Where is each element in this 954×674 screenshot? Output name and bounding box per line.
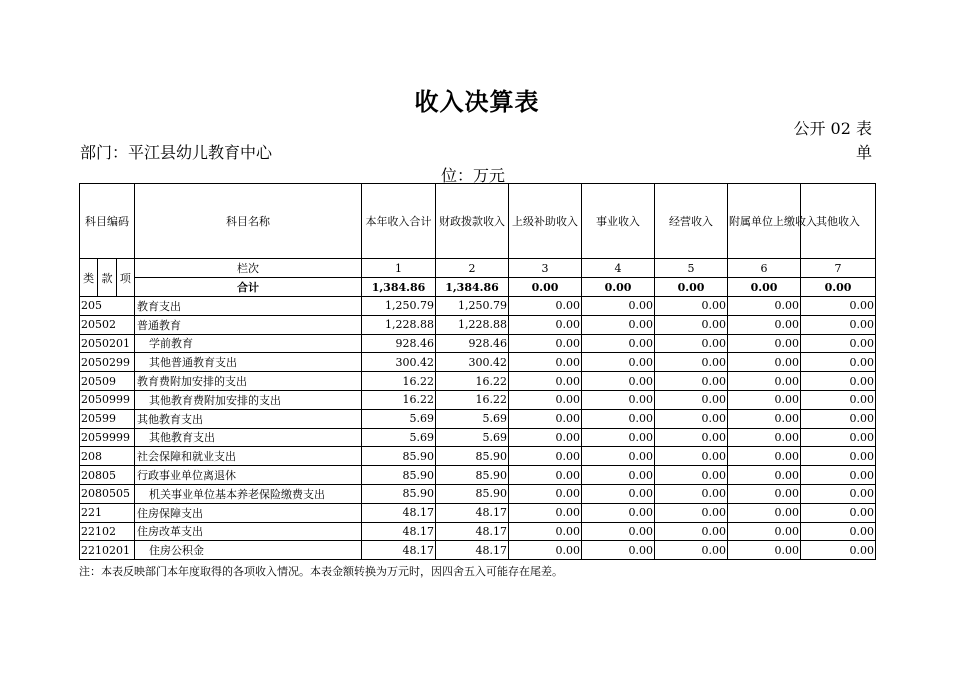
row-v1-cell: 48.17 [362,522,436,541]
row-code-cell: 2050299 [80,353,135,372]
row-v4-cell: 0.00 [582,428,655,447]
row-v5-cell: 0.00 [655,447,728,466]
header-c4: 事业收入 [582,184,655,259]
row-v1-cell: 5.69 [362,409,436,428]
row-v7-cell: 0.00 [801,372,876,391]
row-name-cell: 其他教育支出 [135,428,362,447]
header-row [80,184,876,259]
row-v7-cell: 0.00 [801,447,876,466]
row-v7-cell: 0.00 [801,522,876,541]
row-v6-cell: 0.00 [728,353,801,372]
department-label: 部门：平江县幼儿教育中心 [80,143,273,162]
row-v5-cell: 0.00 [655,503,728,522]
header-c1: 本年收入合计 [362,184,436,259]
row-v2-cell: 1,228.88 [436,315,509,334]
row-v1-cell: 85.90 [362,484,436,503]
row-v1-cell: 48.17 [362,541,436,560]
header-c5: 经营收入 [655,184,728,259]
header-c3: 上级补助收入 [509,184,582,259]
row-v5-cell: 0.00 [655,409,728,428]
row-v7-cell: 0.00 [801,297,876,316]
row-v6-cell: 0.00 [728,447,801,466]
row-v2-cell: 928.46 [436,334,509,353]
row-code-cell: 2059999 [80,428,135,447]
footnote: 注：本表反映部门本年度取得的各项收入情况。本表金额转换为万元时，因四舍五入可能存在尾差。 [79,565,563,578]
row-v7-cell: 0.00 [801,353,876,372]
row-code-cell: 208 [80,447,135,466]
row-v3-cell: 0.00 [509,447,582,466]
row-v3-cell: 0.00 [509,541,582,560]
row-v5-cell: 0.00 [655,466,728,485]
table-row [80,503,876,522]
lanci-row [80,259,876,278]
row-code-cell: 22102 [80,522,135,541]
row-v3-cell: 0.00 [509,522,582,541]
row-code-cell: 2050999 [80,390,135,409]
row-v4-cell: 0.00 [582,522,655,541]
row-v5-cell: 0.00 [655,390,728,409]
lanci-n2: 2 [436,259,509,278]
total-v4: 0.00 [582,278,655,297]
row-v2-cell: 48.17 [436,503,509,522]
row-code-cell: 20502 [80,315,135,334]
row-v2-cell: 85.90 [436,447,509,466]
row-code-cell: 221 [80,503,135,522]
row-v4-cell: 0.00 [582,297,655,316]
row-v4-cell: 0.00 [582,466,655,485]
lanci-label: 栏次 [135,259,362,278]
row-name-cell: 住房保障支出 [135,503,362,522]
row-v2-cell: 85.90 [436,466,509,485]
row-v7-cell: 0.00 [801,409,876,428]
total-v1: 1,384.86 [362,278,436,297]
row-v5-cell: 0.00 [655,334,728,353]
row-v6-cell: 0.00 [728,390,801,409]
row-v7-cell: 0.00 [801,466,876,485]
row-v1-cell: 16.22 [362,372,436,391]
row-v3-cell: 0.00 [509,409,582,428]
row-v4-cell: 0.00 [582,541,655,560]
header-c6: 附属单位上缴收入 [728,184,801,259]
row-name-cell: 机关事业单位基本养老保险缴费支出 [135,484,362,503]
row-v5-cell: 0.00 [655,522,728,541]
row-v3-cell: 0.00 [509,372,582,391]
header-name: 科目名称 [135,184,362,259]
unit-label-part2: 位：万元 [441,166,506,185]
table-row [80,334,876,353]
lanci-n1: 1 [362,259,436,278]
header-c7: 其他收入 [801,184,876,259]
row-v5-cell: 0.00 [655,297,728,316]
row-v2-cell: 16.22 [436,372,509,391]
row-v3-cell: 0.00 [509,315,582,334]
row-v2-cell: 1,250.79 [436,297,509,316]
total-v5: 0.00 [655,278,728,297]
row-code-cell: 20805 [80,466,135,485]
row-v6-cell: 0.00 [728,466,801,485]
row-name-cell: 其他教育费附加安排的支出 [135,390,362,409]
row-v5-cell: 0.00 [655,428,728,447]
row-v1-cell: 85.90 [362,466,436,485]
row-v1-cell: 928.46 [362,334,436,353]
lanci-n4: 4 [582,259,655,278]
row-v5-cell: 0.00 [655,484,728,503]
row-v6-cell: 0.00 [728,541,801,560]
row-v6-cell: 0.00 [728,297,801,316]
row-v6-cell: 0.00 [728,372,801,391]
row-v6-cell: 0.00 [728,334,801,353]
row-v6-cell: 0.00 [728,503,801,522]
row-v6-cell: 0.00 [728,315,801,334]
lei-label: 类 [83,271,95,285]
table-row [80,409,876,428]
row-v4-cell: 0.00 [582,484,655,503]
table-row [80,315,876,334]
row-v7-cell: 0.00 [801,428,876,447]
row-v4-cell: 0.00 [582,503,655,522]
xiang-label: 项 [116,259,134,296]
row-name-cell: 教育费附加安排的支出 [135,372,362,391]
row-v1-cell: 1,228.88 [362,315,436,334]
row-v4-cell: 0.00 [582,447,655,466]
row-name-cell: 社会保障和就业支出 [135,447,362,466]
lei-kuan-xiang-cell [80,259,135,297]
total-label: 合计 [135,278,362,297]
lanci-n5: 5 [655,259,728,278]
table-row [80,484,876,503]
report-title: 收入决算表 [414,88,540,116]
row-v3-cell: 0.00 [509,503,582,522]
row-name-cell: 学前教育 [135,334,362,353]
row-v3-cell: 0.00 [509,428,582,447]
row-v5-cell: 0.00 [655,315,728,334]
row-name-cell: 教育支出 [135,297,362,316]
row-code-cell: 2210201 [80,541,135,560]
row-code-cell: 2050201 [80,334,135,353]
row-v7-cell: 0.00 [801,334,876,353]
row-v6-cell: 0.00 [728,522,801,541]
row-v5-cell: 0.00 [655,541,728,560]
row-v2-cell: 48.17 [436,522,509,541]
table-row [80,390,876,409]
table-row [80,353,876,372]
row-v3-cell: 0.00 [509,297,582,316]
row-v1-cell: 1,250.79 [362,297,436,316]
row-v4-cell: 0.00 [582,334,655,353]
row-name-cell: 住房改革支出 [135,522,362,541]
row-v1-cell: 300.42 [362,353,436,372]
row-v4-cell: 0.00 [582,315,655,334]
row-code-cell: 20509 [80,372,135,391]
lanci-n3: 3 [509,259,582,278]
row-v4-cell: 0.00 [582,409,655,428]
income-table [79,183,876,560]
row-v7-cell: 0.00 [801,390,876,409]
row-v5-cell: 0.00 [655,353,728,372]
form-code: 公开 02 表 [793,119,872,138]
table-row [80,428,876,447]
row-v2-cell: 5.69 [436,409,509,428]
row-v1-cell: 48.17 [362,503,436,522]
lanci-n7: 7 [801,259,876,278]
row-v7-cell: 0.00 [801,541,876,560]
row-v5-cell: 0.00 [655,372,728,391]
row-name-cell: 住房公积金 [135,541,362,560]
row-code-cell: 20599 [80,409,135,428]
header-code: 科目编码 [80,184,135,259]
row-v3-cell: 0.00 [509,334,582,353]
row-v3-cell: 0.00 [509,484,582,503]
row-name-cell: 普通教育 [135,315,362,334]
row-v7-cell: 0.00 [801,315,876,334]
row-v1-cell: 5.69 [362,428,436,447]
row-v4-cell: 0.00 [582,372,655,391]
table-row [80,522,876,541]
row-v2-cell: 48.17 [436,541,509,560]
table-row [80,297,876,316]
row-v6-cell: 0.00 [728,428,801,447]
total-v6: 0.00 [728,278,801,297]
row-v3-cell: 0.00 [509,353,582,372]
table-row [80,466,876,485]
row-v2-cell: 300.42 [436,353,509,372]
table-row [80,447,876,466]
row-v7-cell: 0.00 [801,484,876,503]
row-v4-cell: 0.00 [582,353,655,372]
kuan-label: 款 [97,259,115,296]
unit-label-part1: 单 [855,143,872,162]
row-v3-cell: 0.00 [509,466,582,485]
row-name-cell: 行政事业单位离退休 [135,466,362,485]
total-v2: 1,384.86 [436,278,509,297]
row-code-cell: 205 [80,297,135,316]
row-v1-cell: 85.90 [362,447,436,466]
row-code-cell: 2080505 [80,484,135,503]
table-row [80,372,876,391]
row-v3-cell: 0.00 [509,390,582,409]
row-v6-cell: 0.00 [728,484,801,503]
lanci-n6: 6 [728,259,801,278]
table-row [80,541,876,560]
row-v2-cell: 5.69 [436,428,509,447]
row-v6-cell: 0.00 [728,409,801,428]
row-v2-cell: 85.90 [436,484,509,503]
row-name-cell: 其他教育支出 [135,409,362,428]
row-v7-cell: 0.00 [801,503,876,522]
row-v2-cell: 16.22 [436,390,509,409]
total-row [80,278,876,297]
header-c2: 财政拨款收入 [436,184,509,259]
total-v7: 0.00 [801,278,876,297]
total-v3: 0.00 [509,278,582,297]
row-v4-cell: 0.00 [582,390,655,409]
row-v1-cell: 16.22 [362,390,436,409]
row-name-cell: 其他普通教育支出 [135,353,362,372]
